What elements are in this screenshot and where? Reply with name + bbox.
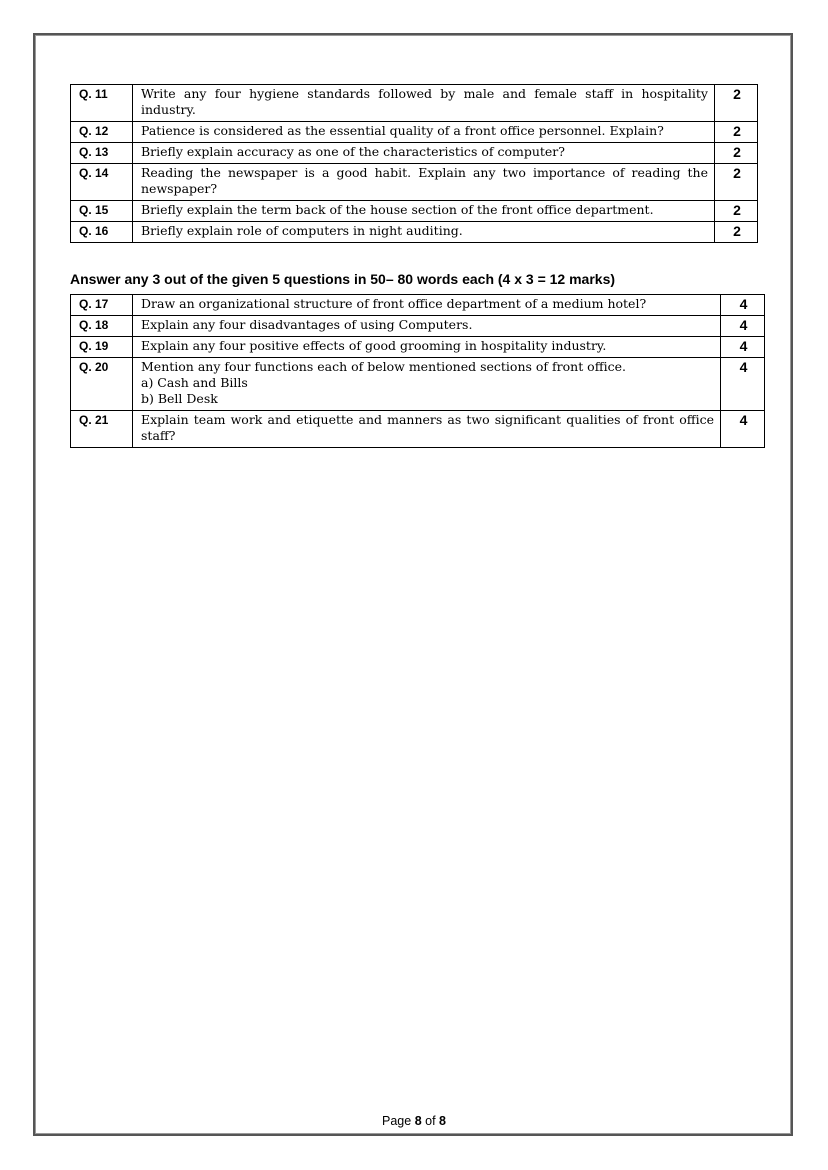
short-answer-table (70, 84, 758, 243)
question-marks: 2 (715, 143, 758, 164)
total-page-number: 8 (439, 1114, 446, 1128)
table-row (71, 164, 758, 201)
question-number: Q. 20 (71, 358, 133, 411)
table-row (71, 143, 758, 164)
table-row (71, 358, 765, 411)
question-number: Q. 15 (71, 201, 133, 222)
question-text: Draw an organizational structure of front office department of a medium hotel? (133, 295, 721, 316)
question-text: Explain team work and etiquette and manners as two significant qualities of front office staff? (133, 411, 721, 448)
question-text: Patience is considered as the essential quality of a front office personnel. Explain? (133, 122, 715, 143)
question-text: Briefly explain the term back of the house section of the front office department. (133, 201, 715, 222)
table-row (71, 316, 765, 337)
table-row (71, 85, 758, 122)
question-subpart: a) Cash and Bills (141, 375, 248, 390)
question-text: Reading the newspaper is a good habit. Explain any two importance of reading the newspaper? (133, 164, 715, 201)
page-footer (0, 1114, 828, 1128)
question-marks: 4 (721, 316, 765, 337)
question-number: Q. 11 (71, 85, 133, 122)
question-marks: 2 (715, 222, 758, 243)
question-marks: 2 (715, 201, 758, 222)
table-row (71, 411, 765, 448)
current-page-number: 8 (414, 1114, 422, 1128)
table-row (71, 337, 765, 358)
question-marks: 4 (721, 358, 765, 411)
question-text: Explain any four positive effects of good grooming in hospitality industry. (133, 337, 721, 358)
question-number: Q. 14 (71, 164, 133, 201)
question-text: Briefly explain accuracy as one of the characteristics of computer? (133, 143, 715, 164)
question-marks: 4 (721, 337, 765, 358)
table-row (71, 295, 765, 316)
question-marks: 2 (715, 85, 758, 122)
question-number: Q. 12 (71, 122, 133, 143)
table-row (71, 222, 758, 243)
question-number: Q. 16 (71, 222, 133, 243)
page-label: Page (382, 1114, 412, 1128)
of-label: of (425, 1114, 436, 1128)
question-subpart: b) Bell Desk (141, 391, 218, 406)
long-answer-table (70, 294, 765, 448)
question-marks: 2 (715, 122, 758, 143)
question-marks: 4 (721, 411, 765, 448)
question-text (133, 358, 721, 411)
question-text: Explain any four disadvantages of using Computers. (133, 316, 721, 337)
section-heading: Answer any 3 out of the given 5 questions in 50– 80 words each (4 x 3 = 12 marks) (70, 271, 616, 287)
question-number: Q. 17 (71, 295, 133, 316)
question-text: Write any four hygiene standards followed by male and female staff in hospitality industry. (133, 85, 715, 122)
question-text: Briefly explain role of computers in night auditing. (133, 222, 715, 243)
question-number: Q. 19 (71, 337, 133, 358)
table-row (71, 201, 758, 222)
question-number: Q. 13 (71, 143, 133, 164)
question-marks: 4 (721, 295, 765, 316)
question-number: Q. 18 (71, 316, 133, 337)
table-row (71, 122, 758, 143)
question-marks: 2 (715, 164, 758, 201)
question-number: Q. 21 (71, 411, 133, 448)
question-stem: Mention any four functions each of below mentioned sections of front office. (141, 359, 626, 374)
